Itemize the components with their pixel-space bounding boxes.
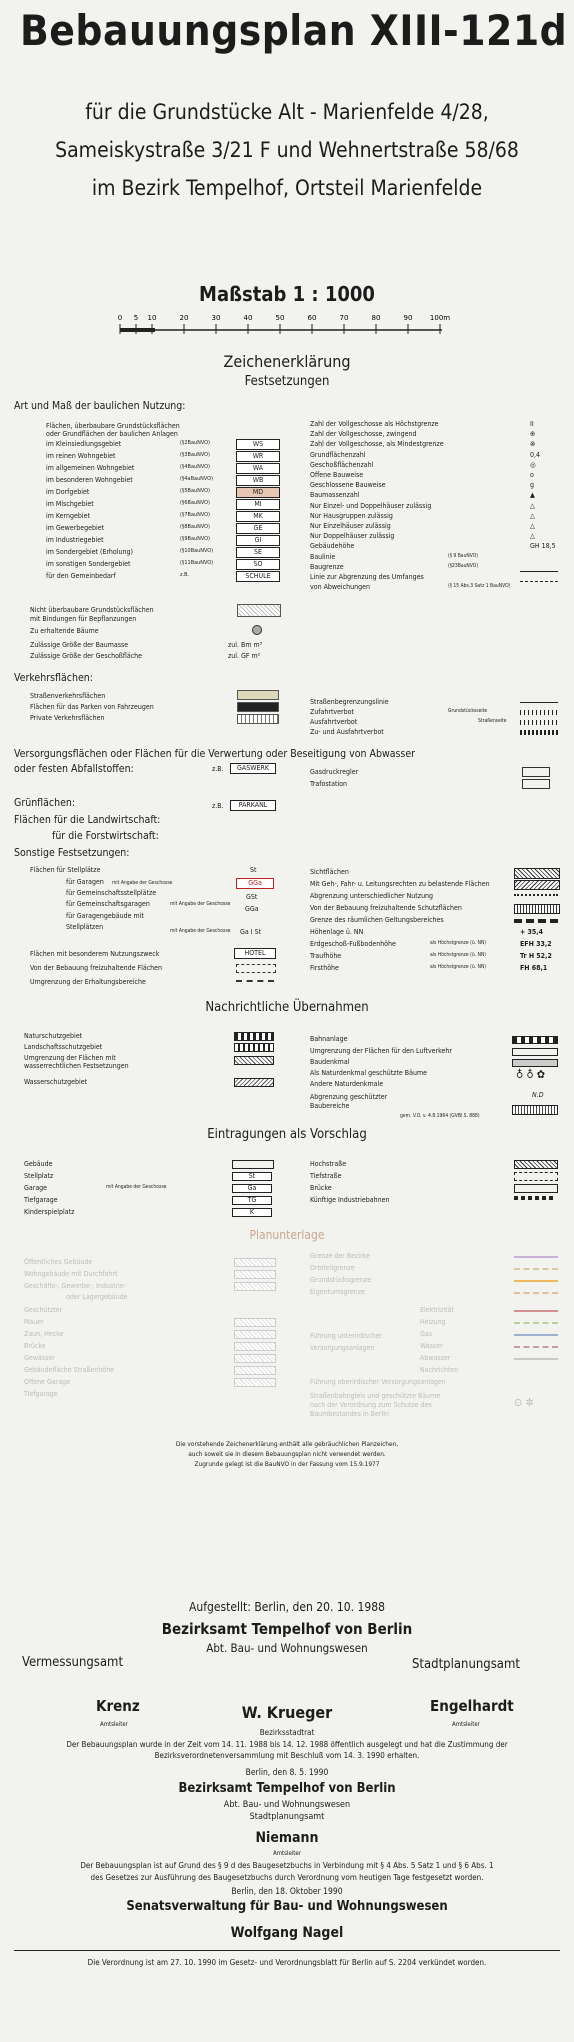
art-row-label: im allgemeinen Wohngebiet <box>46 464 135 472</box>
hoehen-symbol: Tr H 52,2 <box>520 952 552 960</box>
schutzflaeche-symbol <box>514 904 560 914</box>
scale-tick-label: 10 <box>147 314 157 322</box>
art-row-ref: (§3BauNVO) <box>180 452 210 458</box>
sonstige-left-label: Flächen für Stellplätze <box>30 866 101 874</box>
art-row-ref: (§5BauNVO) <box>180 488 210 494</box>
art-extra-4: Zulässige Größe der Baumasse <box>30 641 129 649</box>
vorschlag-left-label: Stellplatz <box>24 1172 54 1180</box>
planunterlage-left-label: Gebäudefläche Straßenhöhe <box>24 1366 115 1374</box>
private-verkehr-swatch <box>237 714 279 724</box>
art-right-symbol: GH 18,5 <box>530 542 556 551</box>
verkehr-left-1: Straßenverkehrsflächen <box>30 692 106 700</box>
tree-protected-icon: ♁ ♁ ✿ <box>516 1068 546 1081</box>
subtitle-line-2: Sameiskystraße 3/21 F und Wehnertstraße 58/68 <box>55 138 519 162</box>
art-row-code-box: GE <box>236 523 280 534</box>
tiefgarage-box: TG <box>232 1196 272 1205</box>
art-row-code-box: WS <box>236 439 280 450</box>
art-row-code-box: WR <box>236 451 280 462</box>
sonstige-left-label: Umgrenzung der Erhaltungsbereiche <box>30 978 146 986</box>
auslegung-2: Bezirksverordnetenversammlung mit Beschluß vom 14. 3. 1990 erhalten. <box>154 1751 420 1760</box>
planunterlage-right-label: Wasser <box>420 1342 443 1350</box>
verkehr-note-1: Grundstücksseite <box>448 708 488 714</box>
planunterlage-right-label: Straßenbahngleis und geschützte Bäume <box>310 1392 441 1400</box>
hoehen-symbol: FH 68,1 <box>520 964 548 972</box>
art-right-symbol: △ <box>530 532 535 541</box>
art-right-symbol: △ <box>530 522 535 530</box>
verkehr-header: Verkehrsflächen: <box>14 672 93 684</box>
scale-tick-label: 30 <box>211 314 221 322</box>
hoehen-symbol: + 35,4 <box>520 928 544 936</box>
planunterlage-left-label: Öffentliches Gebäude <box>24 1258 93 1266</box>
art-right-label: Zahl der Vollgeschosse, als Mindestgrenze <box>310 440 444 449</box>
scale-tick-label: 70 <box>339 314 349 322</box>
nachrichtlich-left-label: Umgrenzung der Flächen mit <box>24 1054 116 1062</box>
art-right-label: Gebäudehöhe <box>310 542 355 551</box>
gruen-header: Grünflächen: <box>14 797 76 809</box>
krueger-title: Bezirksstadtrat <box>259 1728 315 1737</box>
baulinie-symbol <box>520 571 558 572</box>
aufgestellt: Aufgestellt: Berlin, den 20. 10. 1988 <box>189 1600 385 1614</box>
vorschlag-left-label: Garage <box>24 1184 48 1192</box>
art-row-ref: (§2BauNVO) <box>180 440 210 446</box>
sonstige-header: Sonstige Festsetzungen: <box>14 847 130 859</box>
nachrichtlich-right-label: Umgrenzung der Flächen für den Luftverkehr <box>310 1047 452 1055</box>
art-right-label: Zahl der Vollgeschosse als Höchstgrenze <box>310 420 439 428</box>
hotel-box: HOTEL <box>234 948 276 959</box>
art-right-symbol: 0,4 <box>530 450 541 459</box>
planunterlage-left-label: Zaun, Hecke <box>24 1330 64 1338</box>
art-right-symbol: (§ 9 BauNVO) <box>448 552 479 559</box>
verkehr-right-3: Ausfahrtverbot <box>310 718 358 726</box>
garage-box: Ga <box>232 1184 272 1193</box>
ausfahrtverbot-symbol <box>520 720 558 725</box>
vorschlag-right-label: Künftige Industriebahnen <box>310 1196 390 1204</box>
art-right-label: Baumassenzahl <box>310 491 360 500</box>
gasdruckregler-icon <box>522 767 550 777</box>
planunterlage-line-symbol <box>514 1346 558 1348</box>
planunterlage-right-label: Gas <box>420 1330 433 1338</box>
geschuetzte-baubereiche-symbol <box>512 1105 558 1115</box>
art-row-code-box: WA <box>236 463 280 474</box>
tiefstrasse-symbol <box>514 1172 558 1181</box>
sonstige-right-label: Von der Bebauung freizuhaltende Schutzflächen <box>310 904 462 912</box>
scale-tick-label: 50 <box>275 314 285 322</box>
art-extra-2: mit Bindungen für Bepflanzungen <box>30 615 137 623</box>
art-right-symbol: △ <box>530 501 535 510</box>
planunterlage-left-symbol <box>234 1258 276 1267</box>
planunterlage-right-label: Baumbestandes in Berlin <box>310 1410 389 1418</box>
trafostation-label: Trafostation <box>310 780 347 788</box>
zu-ausfahrtverbot-symbol <box>520 730 558 735</box>
art-right-label: Baugrenze <box>310 562 344 571</box>
art-row-label: im Industriegebiet <box>46 536 104 544</box>
luftverkehr-symbol <box>512 1048 558 1056</box>
art-extra-5: Zulässige Größe der Geschoßfläche <box>30 652 143 660</box>
planunterlage-left-label: Mauer <box>24 1318 44 1326</box>
sonstige-note-3: mit Angabe der Geschosse <box>170 928 231 934</box>
subtitle-line-3: im Bezirk Tempelhof, Ortsteil Marienfelde <box>91 176 483 200</box>
art-row-label: im Sondergebiet (Erholung) <box>46 548 133 556</box>
hochstrasse-symbol <box>514 1160 558 1169</box>
art-row-ref: (§7BauNVO) <box>180 512 210 518</box>
planunterlage-line-symbol <box>514 1268 558 1270</box>
art-row-ref: (§9BauNVO) <box>180 536 210 542</box>
sonstige-right-note: als Höchstgrenze (ü. NN) <box>430 964 487 970</box>
gruen-example: z.B. <box>212 802 224 810</box>
forstwirtschaft-label: für die Forstwirtschaft: <box>52 830 159 842</box>
sonstige-left-label: Stellplätzen <box>66 923 104 931</box>
niemann-title: Amtsleiter <box>273 1850 301 1857</box>
art-row-label: im Dorfgebiet <box>46 488 90 496</box>
planunterlage-left-symbol <box>234 1366 276 1375</box>
art-right-symbol: ⊗ <box>530 440 536 449</box>
versorgung-header-2: oder festen Abfallstoffen: <box>14 763 134 775</box>
stadtplanungsamt-1: Stadtplanungsamt <box>412 1657 520 1672</box>
auslegung-1: Der Bebauungsplan wurde in der Zeit vom 14. 11. 1988 bis 14. 12. 1988 öffentlich ausgelegt und hat die Zustimmung der <box>66 1740 508 1749</box>
bruecke-symbol <box>514 1184 558 1193</box>
code-st: St <box>250 866 257 874</box>
sonstige-left-label: für Garagengebäude mit <box>66 912 144 920</box>
footnote-2: auch soweit sie in diesem Bebauungsplan nicht verwendet werden. <box>188 1450 386 1458</box>
sonstige-right-label: Firsthöhe <box>310 964 339 972</box>
art-row-code-box: WB <box>236 475 280 486</box>
planunterlage-left-symbol <box>234 1354 276 1363</box>
signature-nagel: Wolfgang Nagel <box>230 1925 344 1941</box>
art-row-code-box: SO <box>236 559 280 570</box>
planunterlage-line-symbol <box>514 1292 558 1294</box>
wasserrecht-symbol <box>234 1056 274 1065</box>
code-gst: GSt <box>246 893 258 901</box>
legend-subheading: Festsetzungen <box>244 374 330 389</box>
art-row-label: für den Gemeinbedarf <box>46 572 116 580</box>
abteilung-1: Abt. Bau- und Wohnungswesen <box>206 1641 368 1655</box>
art-row-ref: (§6BauNVO) <box>180 500 210 506</box>
vermessungsamt: Vermessungsamt <box>22 1655 124 1670</box>
art-row-ref: (§10BauNVO) <box>180 548 214 554</box>
sonstige-right-note: als Höchstgrenze (ü. NN) <box>430 952 487 958</box>
nachrichtlich-right-label: Bahnanlage <box>310 1035 348 1043</box>
baumasse-value: zul. Bm m³ <box>228 641 263 649</box>
planunterlage-right-label: Führung oberirdischer Versorgungsanlagen <box>310 1378 446 1386</box>
festsetzung-2: des Gesetzes zur Ausführung des Baugesetzbuchs durch Verordnung vom heutigen Tage festgesetzt worden. <box>90 1873 484 1882</box>
planunterlage-left-symbol <box>234 1342 276 1351</box>
sonstige-note-1: mit Angabe der Geschosse <box>112 880 173 886</box>
engelhardt-title: Amtsleiter <box>452 1721 480 1728</box>
bahnanlage-symbol <box>512 1036 558 1044</box>
bezirksamt-1: Bezirksamt Tempelhof von Berlin <box>161 1620 413 1638</box>
sonstige-right-label: Grenze des räumlichen Geltungsbereiches <box>310 916 444 924</box>
planunterlage-right-label: Nachrichten <box>420 1366 459 1374</box>
planunterlage-line-symbol <box>514 1256 558 1258</box>
art-row-code-box: GI <box>236 535 280 546</box>
sonstige-right-label: Traufhöhe <box>310 952 342 960</box>
planunterlage-right-label: Heizung <box>420 1318 446 1326</box>
erhaltungsbereich-symbol <box>236 980 274 982</box>
hoehen-symbol: EFH 33,2 <box>520 940 552 948</box>
landschaftsschutz-symbol <box>234 1043 274 1052</box>
verkehr-note-2: Straßenseite <box>478 718 507 724</box>
planunterlage-line-symbol <box>514 1322 558 1324</box>
freizuhaltende-flaechen-symbol <box>236 964 276 973</box>
art-row-ref: z.B. <box>180 572 190 578</box>
scale-tick-label: 100m <box>429 314 450 322</box>
planunterlage-line-symbol <box>514 1280 558 1282</box>
parken-swatch <box>237 702 279 712</box>
art-row-label: im Gewerbegebiet <box>46 524 105 532</box>
sonstige-right-label: Erdgeschoß-Fußbodenhöhe <box>310 940 396 948</box>
art-extra-3: Zu erhaltende Bäume <box>30 627 99 635</box>
scale-tick-label: 60 <box>307 314 317 322</box>
tree-icon <box>252 625 262 635</box>
date-2: Berlin, den 8. 5. 1990 <box>245 1768 329 1778</box>
parkanlage-box: PARKANL <box>230 800 276 811</box>
art-row-ref: (§4BauNVO) <box>180 464 210 470</box>
art-extra-1: Nicht überbaubare Grundstücksflächen <box>30 606 154 614</box>
stellplatz-box: St <box>232 1172 272 1181</box>
art-row-label: im reinen Wohngebiet <box>46 452 116 460</box>
strassenbegrenzungslinie-symbol <box>520 702 558 703</box>
bindung-bepflanzung-pattern <box>237 604 281 617</box>
code-gga-box: GGa <box>236 878 274 889</box>
art-row-ref: (§8BauNVO) <box>180 524 210 530</box>
scale-bar <box>110 306 450 346</box>
verkehr-right-1: Straßenbegrenzungslinie <box>310 698 389 706</box>
planunterlage-left-label: oder Lagergebäude <box>66 1293 128 1301</box>
planunterlage-right-label: nach der Verordnung zum Schutze des <box>310 1401 432 1409</box>
sonstige-right-label: Sichtflächen <box>310 868 349 876</box>
scale-tick-label: 0 <box>117 314 123 322</box>
festsetzung-date: Berlin, den 18. Oktober 1990 <box>231 1887 343 1897</box>
scale-tick-label: 80 <box>371 314 381 322</box>
abteilung-2: Abt. Bau- und Wohnungswesen <box>223 1800 351 1810</box>
art-right-symbol: (§ 15 Abs.3 Satz 1 BauNVO) <box>448 583 511 590</box>
art-right-symbol: △ <box>530 511 535 520</box>
tree-faint-icon: ⊙ ✲ <box>514 1396 534 1409</box>
geltungsbereich-symbol <box>514 919 558 923</box>
verkuendung: Die Verordnung ist am 27. 10. 1990 im Gesetz- und Verordnungsblatt für Berlin auf S. 2204 verkündet worden. <box>87 1958 487 1967</box>
planunterlage-left-label: Brücke <box>24 1342 46 1350</box>
art-row-ref: (§11BauNVO) <box>180 560 214 566</box>
gaswerk-box: GASWERK <box>230 763 276 774</box>
plan-title: Bebauungsplan XIII-121d <box>20 6 568 55</box>
signature-niemann: Niemann <box>255 1830 319 1846</box>
planunterlage-left-label: Gewässer <box>24 1354 55 1362</box>
sonstige-left-label: Von der Bebauung freizuhaltende Flächen <box>30 964 163 972</box>
planunterlage-right-label: Elektrizität <box>420 1306 454 1314</box>
art-right-label: Nur Hausgruppen zulässig <box>310 511 393 520</box>
planunterlage-left-label: Geschützter <box>24 1306 63 1314</box>
nachrichtlich-right-label: Baudenkmal <box>310 1058 350 1066</box>
subtitle-line-1: für die Grundstücke Alt - Marienfelde 4/28, <box>85 100 489 124</box>
nachrichtlich-note: gem. V.O. v. 4.8.1964 (GVBl S. 888) <box>400 1113 480 1119</box>
sichtflaeche-symbol <box>514 868 560 879</box>
leitungsrecht-symbol <box>514 880 560 890</box>
art-right-symbol: o <box>530 471 534 479</box>
spielplatz-box: K <box>232 1208 272 1217</box>
industriebahn-symbol <box>514 1196 556 1200</box>
planunterlage-right-label: Führung unterirdischer <box>310 1332 382 1340</box>
vorschlag-note: mit Angabe der Geschosse <box>106 1184 167 1190</box>
geschossflaeche-value: zul. GF m² <box>228 652 261 660</box>
planunterlage-right-label: Grundstücksgrenze <box>310 1276 372 1284</box>
planunterlage-right-label: Versorgungsanlagen <box>310 1344 375 1352</box>
vorschlag-heading: Eintragungen als Vorschlag <box>207 1127 367 1142</box>
footnote-3: Zugrunde gelegt ist die BauNVO in der Fassung vom 15.9.1977 <box>194 1460 380 1468</box>
stadtplanungsamt-2: Stadtplanungsamt <box>249 1812 325 1822</box>
gebaeude-symbol <box>232 1160 274 1169</box>
versorgung-example: z.B. <box>212 765 224 773</box>
vorschlag-left-label: Gebäude <box>24 1160 53 1168</box>
planunterlage-left-symbol <box>234 1270 276 1279</box>
nachrichtlich-left-label: Wasserschutzgebiet <box>24 1078 88 1086</box>
planunterlage-left-symbol <box>234 1318 276 1327</box>
art-right-label: Linie zur Abgrenzung des Umfanges <box>310 573 424 581</box>
vorschlag-right-label: Hochstraße <box>310 1160 347 1168</box>
art-right-label: Offene Bauweise <box>310 471 364 479</box>
sonstige-left-label: für Gemeinschaftsgaragen <box>66 900 150 908</box>
planunterlage-line-symbol <box>514 1334 558 1336</box>
art-right-symbol: ⊕ <box>530 430 536 439</box>
landwirtschaft-label: Flächen für die Landwirtschaft: <box>14 814 161 826</box>
festsetzung-1: Der Bebauungsplan ist auf Grund des § 9 d des Baugesetzbuchs in Verbindung mit § 4 Abs. 5 Satz 1 und § 6 Abs. 1 <box>80 1861 494 1870</box>
art-right-label: Grundflächenzahl <box>310 450 366 459</box>
versorgung-header-1: Versorgungsflächen oder Flächen für die Verwertung oder Beseitigung von Abwasser <box>14 748 416 760</box>
footnote-1: Die vorstehende Zeichenerklärung enthält alle gebräuchlichen Planzeichen, <box>175 1440 399 1448</box>
art-row-ref: (§4aBauNVO) <box>180 476 213 482</box>
baugrenze-symbol <box>520 581 558 582</box>
art-right-symbol: (§23BauNVO) <box>448 562 479 569</box>
art-row-code-box: MK <box>236 511 280 522</box>
art-right-label: Geschoßflächenzahl <box>310 460 374 469</box>
wasserschutz-symbol <box>234 1078 274 1087</box>
planunterlage-right-label: Ortsteilgrenze <box>310 1264 355 1272</box>
nachrichtlich-right-label: Baubereiche <box>310 1102 350 1110</box>
signature-engelhardt: Engelhardt <box>430 1697 514 1715</box>
gasdruckregler-label: Gasdruckregler <box>310 768 359 776</box>
sonstige-left-label: für Garagen <box>66 878 104 886</box>
planunterlage-right-label: Grenze der Bezirke <box>310 1252 370 1260</box>
nachrichtlich-left-label: wasserrechtlichen Festsetzungen <box>24 1062 129 1070</box>
sonstige-note-2: mit Angabe der Geschosse <box>170 901 231 907</box>
abgrenzung-nutzung-symbol <box>514 894 558 896</box>
nachrichtlich-heading: Nachrichtliche Übernahmen <box>205 1000 369 1015</box>
art-right-symbol: g <box>530 481 534 490</box>
nachrichtlich-right-label: Als Naturdenkmal geschützte Bäume <box>310 1069 427 1077</box>
verkehr-right-4: Zu- und Ausfahrtverbot <box>310 728 384 736</box>
art-row-label: im Kleinsiedlungsgebiet <box>46 440 122 448</box>
sonstige-left-label: für Gemeinschaftsstellplätze <box>66 889 157 897</box>
vorschlag-left-label: Tiefgarage <box>24 1196 58 1204</box>
naturdenkmal-symbol: N.D <box>532 1091 544 1099</box>
planunterlage-line-symbol <box>514 1358 558 1360</box>
art-right-label: Zahl der Vollgeschosse, zwingend <box>310 430 417 439</box>
vorschlag-left-label: Kinderspielplatz <box>24 1208 75 1216</box>
planunterlage-right-label: Abwasser <box>420 1354 451 1362</box>
sonstige-right-note: als Höchstgrenze (ü. NN) <box>430 940 487 946</box>
strassenverkehr-swatch <box>237 690 279 700</box>
verkehr-right-2: Zufahrtverbot <box>310 708 354 716</box>
art-right-label: von Abweichungen <box>310 583 370 592</box>
art-row-label: im Kerngebiet <box>46 512 90 520</box>
art-intro-1: Flächen, überbaubare Grundstücksflächen <box>46 422 180 430</box>
vorschlag-right-label: Brücke <box>310 1184 332 1192</box>
planunterlage-left-label: Geschäfts-, Gewerbe-, Industrie- <box>24 1282 127 1290</box>
scale-tick-label: 40 <box>243 314 253 322</box>
planunterlage-left-label: Wohngebäude mit Durchfahrt <box>24 1270 118 1278</box>
zufahrtverbot-symbol <box>520 710 558 715</box>
art-right-symbol: II <box>530 420 534 428</box>
nachrichtlich-right-label: Andere Naturdenkmale <box>310 1080 384 1088</box>
sonstige-right-label: Abgrenzung unterschiedlicher Nutzung <box>310 892 434 900</box>
art-right-symbol: ◎ <box>530 460 536 469</box>
planunterlage-left-symbol <box>234 1378 276 1387</box>
nachrichtlich-left-label: Landschaftsschutzgebiet <box>24 1043 103 1051</box>
art-right-label: Nur Einzel- und Doppelhäuser zulässig <box>310 501 432 510</box>
naturschutz-symbol <box>234 1032 274 1041</box>
planunterlage-right-label: Eigentumsgrenze <box>310 1288 365 1296</box>
art-row-label: im besonderen Wohngebiet <box>46 476 133 484</box>
senat: Senatsverwaltung für Bau- und Wohnungswesen <box>126 1899 448 1914</box>
baudenkmal-symbol <box>512 1059 558 1067</box>
planunterlage-left-symbol <box>234 1330 276 1339</box>
art-row-label: im Mischgebiet <box>46 500 94 508</box>
art-row-code-box: MI <box>236 499 280 510</box>
planunterlage-heading: Planunterlage <box>249 1228 325 1242</box>
scale-tick-label: 5 <box>133 314 139 322</box>
planunterlage-line-symbol <box>514 1310 558 1312</box>
art-row-label: im sonstigen Sondergebiet <box>46 560 131 568</box>
code-ga-st: Ga I St <box>240 928 262 936</box>
planunterlage-left-label: Offene Garage <box>24 1378 71 1386</box>
sonstige-left-label: Flächen mit besonderem Nutzungszweck <box>30 950 160 958</box>
art-row-code-box: MD <box>236 487 280 498</box>
signature-krueger: W. Krueger <box>241 1703 333 1722</box>
divider <box>14 1950 560 1951</box>
verkehr-left-3: Private Verkehrsflächen <box>30 714 105 722</box>
trafostation-icon <box>522 779 550 789</box>
art-row-code-box: SE <box>236 547 280 558</box>
bezirksamt-2: Bezirksamt Tempelhof von Berlin <box>178 1781 396 1796</box>
scale-tick-label: 20 <box>179 314 189 322</box>
scale-label: Maßstab 1 : 1000 <box>199 282 375 306</box>
signature-krenz: Krenz <box>96 1697 140 1715</box>
legend-heading: Zeichenerklärung <box>223 352 351 371</box>
art-row-code-box: SCHULE <box>236 571 280 582</box>
planunterlage-left-symbol <box>234 1282 276 1291</box>
scale-tick-label: 90 <box>403 314 413 322</box>
verkehr-left-2: Flächen für das Parken von Fahrzeugen <box>30 703 154 711</box>
vorschlag-right-label: Tiefstraße <box>310 1172 342 1180</box>
art-right-label: Nur Doppelhäuser zulässig <box>310 532 395 541</box>
code-gga: GGa <box>245 905 259 913</box>
art-right-label: Geschlossene Bauweise <box>310 481 386 490</box>
art-intro-2: oder Grundflächen der baulichen Anlagen <box>46 430 178 438</box>
sonstige-right-label: Mit Geh-, Fahr- u. Leitungsrechten zu belastende Flächen <box>310 880 490 888</box>
art-right-label: Baulinie <box>310 552 336 561</box>
nachrichtlich-left-label: Naturschutzgebiet <box>24 1032 83 1040</box>
art-mass-header: Art und Maß der baulichen Nutzung: <box>14 400 186 412</box>
planunterlage-left-label: Tiefgarage <box>24 1390 58 1398</box>
nachrichtlich-right-label: Abgrenzung geschützter <box>310 1093 388 1101</box>
krenz-title: Amtsleiter <box>100 1721 128 1728</box>
art-right-symbol: ▲ <box>530 491 535 500</box>
art-right-label: Nur Einzelhäuser zulässig <box>310 522 391 530</box>
sonstige-right-label: Höhenlage ü. NN <box>310 928 364 936</box>
